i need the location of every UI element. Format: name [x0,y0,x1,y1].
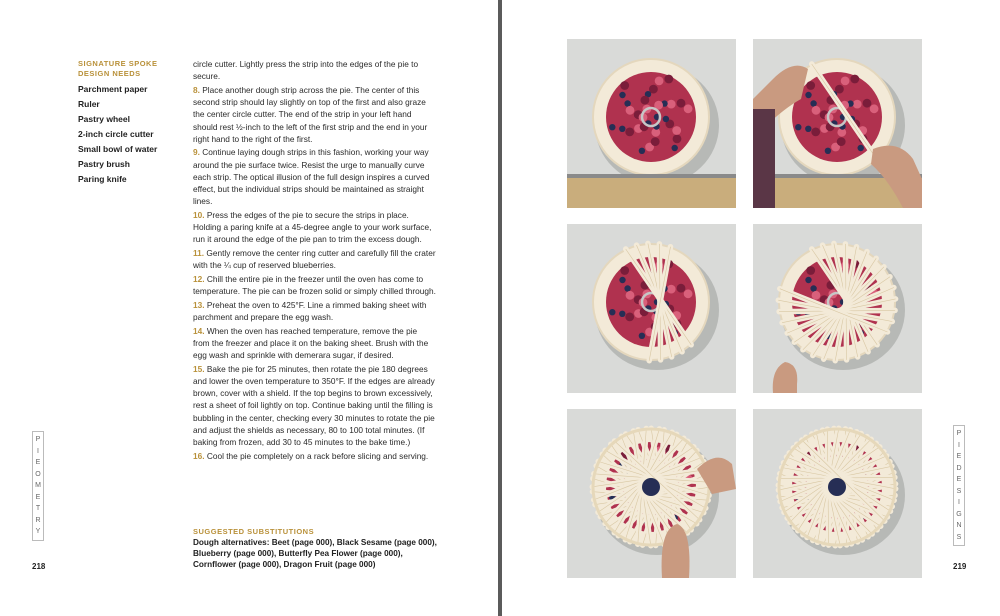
step-text: Gently remove the center ring cutter and carefully fill the crater with the ¼ cup of reserved blueberries. [193,248,436,271]
substitutions-box [193,527,438,570]
fruit-piece [677,284,686,293]
instructions [193,58,436,464]
side-tab-letter: R [35,516,41,524]
needs-item: 2-inch circle cutter [78,129,154,139]
fruit-piece [677,99,686,108]
side-tab-letter: T [35,505,41,512]
fruit-piece [625,313,634,322]
fruit-piece [673,135,682,144]
side-tab-letter: E [956,453,962,460]
blueberry [805,277,811,283]
side-tab-letter: E [35,493,41,501]
step-16 [193,450,436,462]
needs-item: Small bowl of water [78,144,158,154]
step-10 [193,209,436,246]
ruler [567,174,736,178]
fruit-piece [684,289,693,298]
side-tab-letter: P [35,436,41,443]
fruit-piece [620,81,629,90]
fruit-piece [667,285,676,294]
blueberry [619,277,625,283]
step-number: 11. [193,248,205,259]
blueberry [810,100,816,106]
page-number: 219 [953,562,967,571]
blueberry [609,309,615,315]
step-text: Cool the pie completely on a rack before slicing and serving. [206,450,429,461]
right-page [502,0,1000,616]
blueberry [639,333,645,339]
fruit-piece [811,128,820,137]
step-photo-half-spokes [753,224,922,393]
blueberry [619,126,625,132]
sleeve [753,109,775,208]
step-8 [193,84,436,145]
side-tab-letter: E [35,459,41,466]
step-13 [193,299,436,323]
blueberry [619,311,625,317]
side-tab-letter: M [35,482,41,489]
side-tab-letter: S [956,487,962,495]
fruit-piece [667,100,676,109]
step-photo-trimming-edge [567,409,736,578]
fruit-piece [850,75,859,84]
fruit-piece [672,126,681,135]
step-photo-several-strips [567,224,736,393]
step-12 [193,273,436,297]
fruit-piece [625,128,634,137]
substitutions-heading: SUGGESTED SUBSTITUTIONS [193,527,315,536]
blueberry [663,116,669,122]
step-number: 16. [193,450,205,461]
side-tab-letter: I [37,447,39,455]
dough-sheet [567,177,736,208]
left-page [0,0,498,616]
step-text: circle cutter. Lightly press the strip into the edges of the pie to secure. [193,59,419,82]
step-continuation [193,58,436,82]
side-tab-letter: I [958,499,960,506]
blueberry [810,285,816,291]
blueberry [639,148,645,154]
step-text: Chill the entire pie in the freezer until the oven has come to temperature. The pie can be frozen solid or simply chilled through. [193,273,436,297]
blueberry [795,124,801,130]
blueberry [624,285,630,291]
fruit-piece [626,106,635,115]
step-text: Bake the pie for 25 minutes, then rotate the pie 180 degrees and lower the oven temperature to 350°F. If the edges are already brown, cover with a shield. If the top begins to brown excessively, rest a sheet of foil lightly on top. Continue baking until the filling is bubbling in the center, checking every 30 minutes to rotate the pie and adjust the shields as necessary, 80 to 100 total minutes. (If baking from frozen, add 30 to 45 minutes to the bake time.) [193,363,435,448]
blueberry [609,124,615,130]
step-9 [193,146,436,207]
fruit-piece [812,291,821,300]
page-number: 218 [32,562,46,571]
blueberry [825,148,831,154]
substitutions-text: Dough alternatives: Beet (page 000), Black Sesame (page 000), Blueberry (page 000), Butterfly Pea Flower (page 000), Cornflower (page 000), Dragon Fruit (page 000) [193,538,437,569]
needs-list [78,82,183,187]
blueberry-center [642,478,660,496]
fruit-piece [664,75,673,84]
step-photo-filled-pie [567,39,736,208]
step-photo-first-strip [753,39,922,208]
step-number: 9. [193,147,200,158]
side-tab-letter: O [35,470,41,478]
needs-item: Paring knife [78,174,127,184]
blueberry-center [828,478,846,496]
fruit-piece [870,104,879,113]
step-number: 13. [193,299,205,310]
fruit-piece [853,100,862,109]
needs-item: Pastry brush [78,159,130,169]
needs-box [78,59,183,187]
fruit-piece [863,99,872,108]
step-11 [193,247,436,271]
blueberry [805,126,811,132]
fruit-piece [841,77,850,86]
fruit-piece [651,137,660,146]
step-number: 12. [193,273,205,284]
step-text: Press the edges of the pie to secure the strips in place. Holding a paring knife at a 45-degree angle to your work surface, run it around the edge of the pie pan to trim the excess dough. [193,209,432,245]
fruit-piece [812,106,821,115]
blueberry [672,145,678,151]
side-tab-letter: P [956,430,962,437]
fruit-piece [806,266,815,275]
step-text: When the oven has reached temperature, remove the pie from the freezer and place it on the baking sheet. Brush with the egg wash and sprinkle with demerara sugar, if desired. [193,325,429,361]
fruit-piece [837,137,846,146]
blueberry [619,92,625,98]
blueberry [858,145,864,151]
step-text: Place another dough strip across the pie. The center of this second strip should lay slightly on top of the first and also graze the center circle cutter. The end of the strip in your left hand should rest ½-inch to the left of the first strip and the end in your right hand to the right of the first. [193,84,428,144]
needs-heading: SIGNATURE SPOKE DESIGN NEEDS [78,59,158,78]
side-tab-letter: E [956,476,962,483]
side-tab-letter: N [956,522,962,529]
side-tab-letter: I [958,441,960,449]
step-photo-finished-pie [753,409,922,578]
fruit-piece [620,266,629,275]
needs-item: Parchment paper [78,84,148,94]
fruit-piece [626,291,635,300]
side-tab-letter: D [956,464,962,472]
fruit-piece [641,96,650,105]
step-number: 15. [193,363,205,374]
blueberry [624,100,630,106]
step-14 [193,325,436,362]
fruit-piece [684,104,693,113]
needs-item: Ruler [78,99,100,109]
chapter-side-tab [32,431,44,541]
step-text: Continue laying dough strips in this fashion, working your way around the pie surface twice. Resist the urge to manually curve each strip. The optical illusion of the full design inspires a curved effect, but the individual strips should be maintained as straight lines. [193,147,430,207]
side-tab-letter: G [956,510,962,518]
fruit-piece [806,81,815,90]
side-tab-letter: Y [35,528,41,535]
step-number: 14. [193,325,205,336]
needs-item: Pastry wheel [78,114,130,124]
chapter-side-tab [953,425,965,546]
step-number: 10. [193,209,205,220]
step-15 [193,363,436,448]
fruit-piece [655,77,664,86]
side-tab-letter: S [956,533,962,541]
step-number: 8. [193,84,200,95]
blueberry [805,92,811,98]
step-text: Preheat the oven to 425°F. Line a rimmed baking sheet with parchment and prepare the egg wash. [193,299,427,323]
